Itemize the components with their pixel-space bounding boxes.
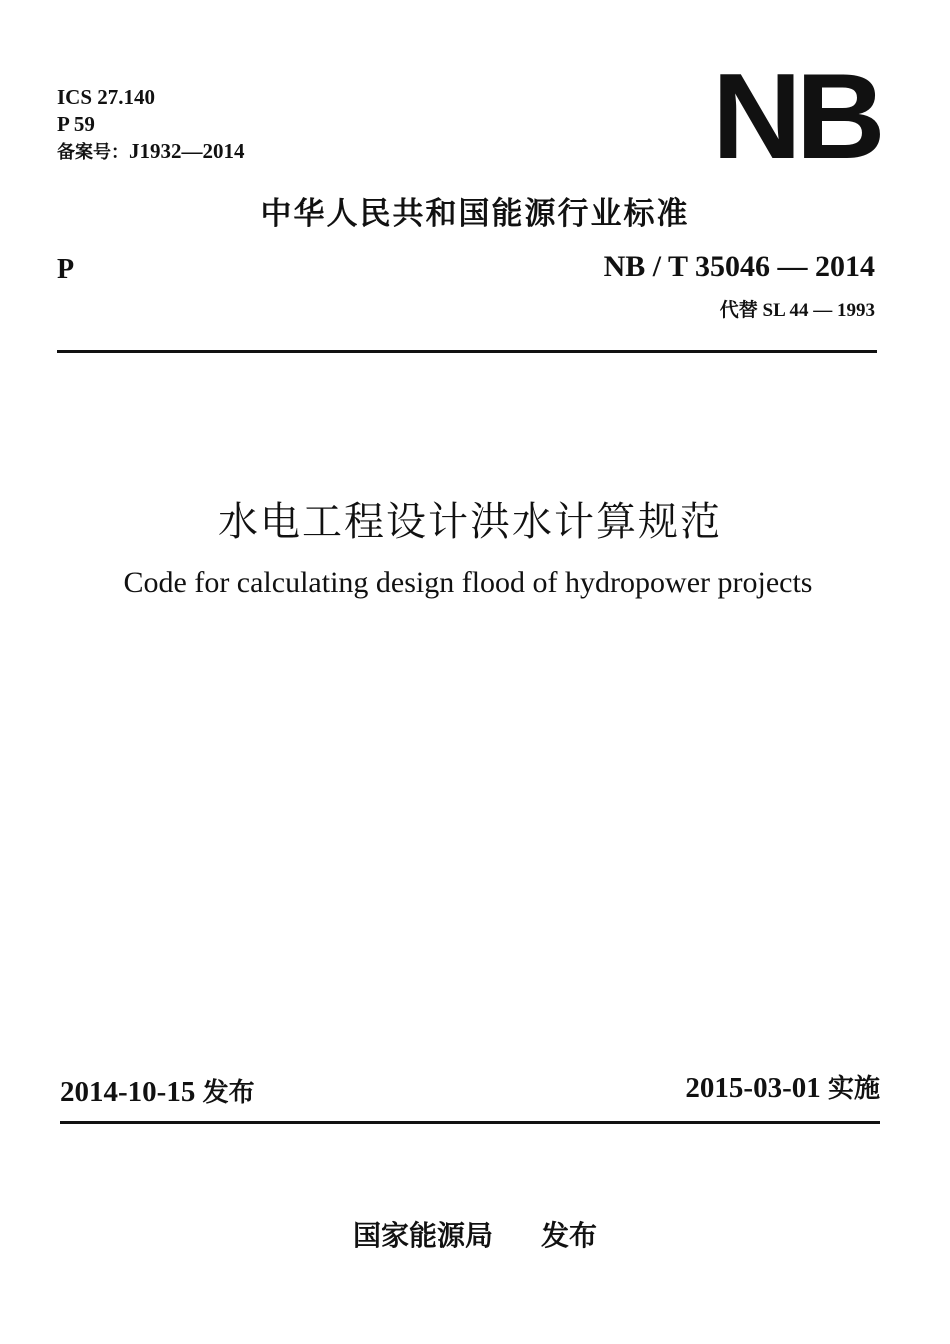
class-letter: P [57, 254, 75, 285]
publisher-line [0, 1214, 950, 1254]
nb-logo: NB [712, 48, 880, 184]
filing-number: J1932—2014 [129, 139, 245, 163]
standard-type-title: 中华人民共和国能源行业标准 [260, 196, 690, 232]
issue-label: 发布 [202, 1078, 255, 1108]
filing-number-line [57, 138, 245, 166]
publisher-action: 发布 [541, 1219, 598, 1252]
document-title-chinese: 水电工程设计洪水计算规范 [218, 499, 722, 545]
document-title-english: Code for calculating design flood of hydropower projects [123, 566, 813, 599]
implement-date-line [685, 1068, 880, 1105]
issue-date: 2014-10-15 [60, 1076, 196, 1108]
ics-code: ICS 27.140 [57, 85, 156, 109]
filing-label: 备案号： [57, 142, 129, 163]
implement-label: 实施 [827, 1074, 880, 1104]
issue-date-line [60, 1072, 255, 1109]
publisher-name: 国家能源局 [352, 1219, 493, 1252]
classification-block [57, 84, 245, 166]
category-code: P 59 [57, 112, 95, 136]
replaces-standard: 代替 SL 44 — 1993 [719, 300, 875, 321]
standard-number: NB / T 35046 — 2014 [603, 250, 875, 283]
bottom-divider [60, 1121, 880, 1124]
implement-date: 2015-03-01 [685, 1072, 821, 1104]
top-divider [57, 350, 877, 353]
